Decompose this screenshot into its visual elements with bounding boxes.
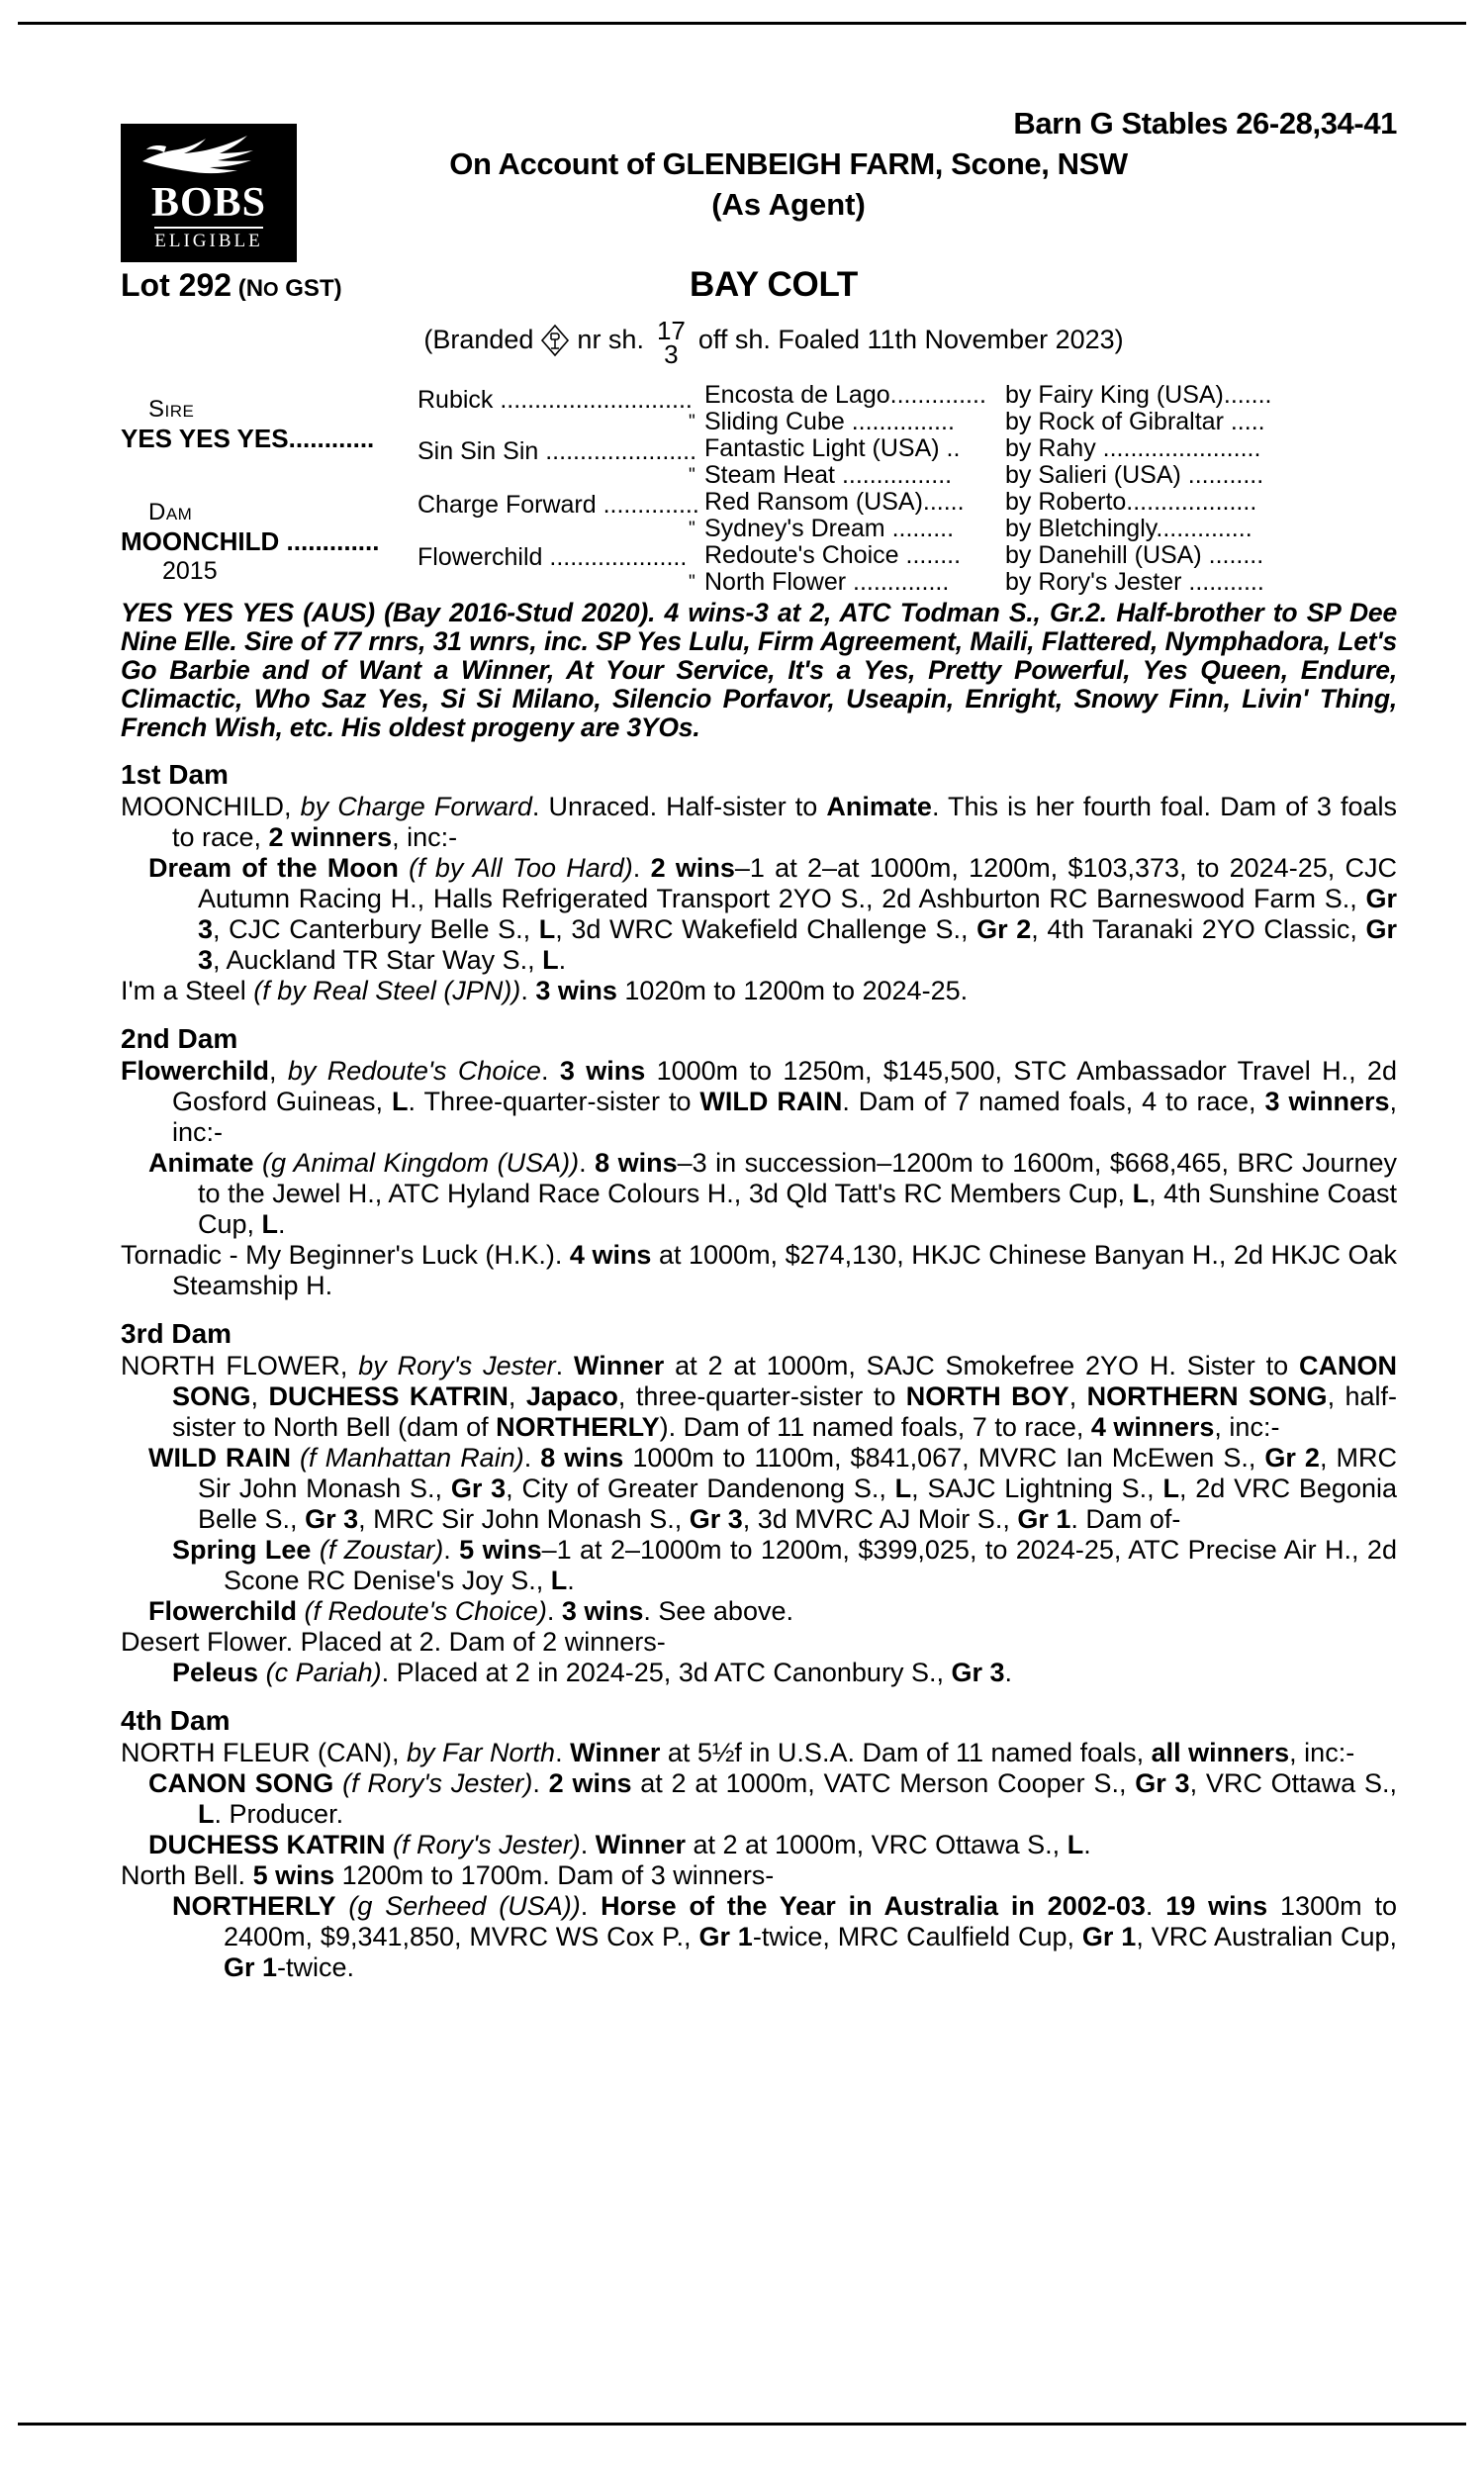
first-dam-relative: Animate — [826, 792, 932, 821]
ditto-mark: " — [689, 465, 696, 486]
sire-summary-paragraph: YES YES YES (AUS) (Bay 2016-Stud 2020). 4 wins-3 at 2, ATC Todman S., Gr.2. Half-brother to SP Dee Nine Elle. Sire of 77 rnrs, 31 wnrs, inc. SP Yes Lulu, Firm Agreement, Maili, Flattered, Nymphadora, Let's Go Barbie and of Want a Winner, At Your Service, It's a Yes, Pretty Powerful, Yes Queen, Endure, Climactic, Who Saz Yes, Si Si Milano, Silencio Porfavor, Useapin, Enright, Snowy Finn, Livin' Thing, French Wish, etc. His oldest progeny are 3YOs. — [121, 598, 1397, 742]
pedigree-gp-4: Flowerchild .................... — [417, 543, 688, 571]
sire-name-text: YES YES YES — [121, 424, 289, 453]
first-dam-text-1: . Unraced. Half-sister to — [531, 792, 827, 821]
ditto-mark — [689, 542, 704, 569]
progeny-sire-paren: (f Redoute's Choice) — [304, 1596, 547, 1626]
pedigree-gp-1: Rubick ............................ — [417, 386, 693, 414]
brand-denominator: 3 — [664, 338, 679, 369]
pedigree-ggp-row — [689, 435, 1397, 462]
progeny-record: . 2 wins–1 at 2–at 1000m, 1200m, $103,373, to 2024-25, CJC Autumn Racing H., Halls Refrigerated Transport 2YO S., 2d Ashburton RC Barneswood Farm S., Gr 3, CJC Canterbury Belle S., L, 3d WRC Wakefield Challenge S., Gr 2, 4th Taranaki 2YO Classic, Gr 3, Auckland TR Star Way S., L. — [198, 853, 1398, 975]
pedigree-ggp-row — [689, 462, 1397, 489]
page-bottom-rule — [18, 2423, 1466, 2426]
lot-number-text: Lot 292 — [121, 267, 232, 303]
ggp-name: Encosta de Lago.............. — [704, 382, 986, 409]
fourth-dam-sire: by Far North — [407, 1738, 556, 1767]
second-dam-heading: 2nd Dam — [121, 1023, 238, 1054]
third-dam-record: . Winner at 2 at 1000m, SAJC Smokefree 2YO H. Sister to CANON SONG, DUCHESS KATRIN, Japaco, three-quarter-sister to NORTH BOY, NORTHERN SONG, half-sister to North Bell (dam of NORTHERLY). Dam of 11 named foals, 7 to race, 4 winners, inc:- — [172, 1351, 1398, 1442]
progeny-record: . 4 wins at 1000m, $274,130, HKJC Chinese Banyan H., 2d HKJC Oak Steamship H. — [172, 1240, 1397, 1300]
progeny-record: . 3 wins. See above. — [546, 1596, 793, 1626]
first-dam-text-3: , inc:- — [392, 822, 458, 852]
progeny-name: NORTHERLY — [172, 1891, 336, 1921]
third-dam-paragraph: NORTH FLOWER, by Rory's Jester. Winner at 2 at 1000m, SAJC Smokefree 2YO H. Sister to CANON SONG, DUCHESS KATRIN, Japaco, three-quarter-sister to NORTH BOY, NORTHERN SONG, half-sister to North Bell (dam of NORTHERLY). Dam of 11 named foals, 7 to race, 4 winners, inc:- — [121, 1351, 1398, 1442]
ggp-sire: by Fairy King (USA)....... — [1005, 382, 1272, 409]
pedigree-column-3 — [689, 382, 1397, 596]
ggp-name: Sydney's Dream ......... — [704, 516, 955, 542]
dam-name-dots: ............. — [279, 526, 380, 556]
pedigree-ggp-row — [689, 409, 1397, 435]
progeny-entry — [121, 1860, 1397, 1891]
sire-name — [121, 424, 374, 454]
sire-heading: Sire — [148, 396, 195, 423]
progeny-name: Animate — [148, 1148, 254, 1178]
dam-year: 2015 — [162, 557, 218, 585]
progeny-record: . 3 wins 1020m to 1200m to 2024-25. — [520, 976, 969, 1005]
ggp-sire: by Danehill (USA) ........ — [1005, 542, 1264, 569]
progeny-entry — [121, 1240, 1397, 1301]
pedigree-dam-group — [121, 499, 379, 586]
progeny-name: Flowerchild — [148, 1596, 298, 1626]
ditto-mark: " — [689, 572, 696, 593]
ggp-sire: by Rahy ....................... — [1005, 435, 1261, 462]
brand-numerator: 17 — [656, 316, 686, 345]
progeny-name: Spring Lee — [172, 1535, 312, 1565]
progeny-name: Desert Flower — [121, 1627, 286, 1657]
progeny-entry — [121, 1658, 1397, 1688]
ggp-name: Sliding Cube ............... — [704, 409, 955, 435]
progeny-record: . Placed at 2. Dam of 2 winners- — [285, 1627, 666, 1657]
second-dam-name: Flowerchild — [121, 1056, 270, 1086]
fourth-dam-paragraph: NORTH FLEUR (CAN), by Far North. Winner at 5½f in U.S.A. Dam of 11 named foals, all winners, inc:- — [121, 1738, 1355, 1767]
progeny-sire-paren: (g Animal Kingdom (USA)) — [262, 1148, 580, 1178]
vendor-account-label: On Account of GLENBEIGH FARM, Scone, NSW — [449, 146, 1128, 181]
progeny-name: North Bell — [121, 1860, 238, 1890]
pedigree-ggp-row — [689, 542, 1397, 569]
progeny-entry — [121, 1768, 1397, 1830]
progeny-sire-paren: (f Rory's Jester) — [342, 1768, 533, 1798]
pedigree-table — [121, 382, 1397, 595]
progeny-entry — [121, 976, 1397, 1006]
ditto-mark — [689, 489, 704, 516]
ditto-mark — [689, 435, 704, 462]
first-dam-heading: 1st Dam — [121, 759, 229, 790]
ditto-mark: " — [689, 519, 696, 539]
page-header — [121, 94, 1397, 267]
pedigree-sire-group — [121, 396, 374, 454]
progeny-entry — [121, 1535, 1397, 1596]
progeny-name: WILD RAIN — [148, 1443, 292, 1473]
as-agent-label: (As Agent) — [711, 187, 866, 222]
bobs-logo-subword: ELIGIBLE — [154, 227, 262, 252]
progeny-entry — [121, 1443, 1397, 1535]
dam-name — [121, 526, 379, 557]
fourth-dam-record: . Winner at 5½f in U.S.A. Dam of 11 named foals, all winners, inc:- — [555, 1738, 1355, 1767]
progeny-name: Dream of the Moon — [148, 853, 399, 883]
ggp-name: Steam Heat ................ — [704, 462, 953, 489]
pedigree-ggp-row — [689, 569, 1397, 596]
progeny-name: Tornadic - My Beginner's Luck (H.K.) — [121, 1240, 555, 1270]
brand-off-side-label: off sh. Foaled 11th November 2023) — [697, 325, 1124, 355]
progeny-entry — [121, 1148, 1397, 1240]
progeny-record: . 5 wins–1 at 2–1000m to 1200m, $399,025, to 2024-25, ATC Precise Air H., 2d Scone RC Denise's Joy S., L. — [224, 1535, 1397, 1595]
progeny-record: . Winner at 2 at 1000m, VRC Ottawa S., L. — [580, 1830, 1091, 1859]
progeny-name: CANON SONG — [148, 1768, 334, 1798]
bobs-logo-word: BOBS — [150, 180, 267, 226]
ggp-name: Red Ransom (USA)...... — [704, 489, 965, 516]
brand-near-side-label: nr sh. — [577, 325, 644, 355]
ggp-name: Redoute's Choice ........ — [704, 542, 962, 569]
page-content — [121, 94, 1397, 1983]
progeny-entry — [121, 1891, 1397, 1983]
first-dam-paragraph: MOONCHILD, by Charge Forward. Unraced. Half-sister to Animate. This is her fourth foal. Dam of 3 foals to race, 2 winners, inc:- — [121, 792, 1397, 852]
progeny-entry — [121, 1627, 1397, 1658]
lot-number-label: Lot 292 (NO GST) — [121, 267, 342, 303]
fourth-dam-name: NORTH FLEUR (CAN) — [121, 1738, 393, 1767]
progeny-sire-paren: (g Serheed (USA)) — [348, 1891, 581, 1921]
progeny-sire-paren: (f Zoustar) — [319, 1535, 444, 1565]
ggp-sire: by Rory's Jester ........... — [1005, 569, 1264, 596]
first-dam-text-2: . This is her fourth foal. Dam of 3 foals to race, — [172, 792, 1397, 852]
ggp-sire: by Rock of Gibraltar ..... — [1005, 409, 1265, 435]
barn-stables-label: Barn G Stables 26-28,34-41 — [1013, 106, 1397, 141]
branding-line — [121, 317, 1397, 372]
progeny-record: . 2 wins at 2 at 1000m, VATC Merson Cooper S., Gr 3, VRC Ottawa S., L. Producer. — [198, 1768, 1397, 1829]
progeny-sire-paren: (f Manhattan Rain) — [300, 1443, 524, 1473]
third-dam-name: NORTH FLOWER — [121, 1351, 340, 1380]
second-dam-paragraph: Flowerchild, by Redoute's Choice. 3 wins 1000m to 1250m, $145,500, STC Ambassador Travel H., 2d Gosford Guineas, L. Three-quarter-sister to WILD RAIN. Dam of 7 named foals, 4 to race, 3 winners, inc:- — [121, 1056, 1397, 1147]
pedigree-gp-2: Sin Sin Sin ...................... — [417, 437, 697, 465]
progeny-sire-paren: (f by Real Steel (JPN)) — [253, 976, 521, 1005]
pedigree-ggp-row — [689, 489, 1397, 516]
progeny-record: . Horse of the Year in Australia in 2002-03. 19 wins 1300m to 2400m, $9,341,850, MVRC WS Cox P., Gr 1-twice, MRC Caulfield Cup, Gr 1, VRC Australian Cup, Gr 1-twice. — [224, 1891, 1398, 1982]
first-dam-name: MOONCHILD — [121, 792, 285, 821]
progeny-entry — [121, 1830, 1397, 1860]
first-dam-sire: by Charge Forward — [300, 792, 532, 821]
ditto-mark: " — [689, 412, 696, 432]
ggp-sire: by Roberto................... — [1005, 489, 1257, 516]
sire-name-dots: ............ — [288, 424, 375, 453]
second-dam-sire: by Redoute's Choice — [287, 1056, 541, 1086]
progeny-record: . Placed at 2 in 2024-25, 3d ATC Canonbury S., Gr 3. — [381, 1658, 1013, 1687]
progeny-record: . 5 wins 1200m to 1700m. Dam of 3 winners- — [237, 1860, 775, 1890]
second-dam-record: . 3 wins 1000m to 1250m, $145,500, STC Ambassador Travel H., 2d Gosford Guineas, L. Three-quarter-sister to WILD RAIN. Dam of 7 named foals, 4 to race, 3 winners, inc:- — [172, 1056, 1397, 1147]
progeny-entry — [121, 1596, 1397, 1627]
progeny-record: . 8 wins–3 in succession–1200m to 1600m, $668,465, BRC Journey to the Jewel H., ATC Hyland Race Colours H., 3d Qld Tatt's RC Members Cup, L, 4th Sunshine Coast Cup, L. — [198, 1148, 1397, 1239]
progeny-record: . 8 wins 1000m to 1100m, $841,067, MVRC Ian McEwen S., Gr 2, MRC Sir John Monash S., Gr 3, City of Greater Dandenong S., L, SAJC Lightning S., L, 2d VRC Begonia Belle S., Gr 3, MRC Sir John Monash S., Gr 3, 3d MVRC AJ Moir S., Gr 1. Dam of- — [198, 1443, 1397, 1534]
pedigree-gp-3: Charge Forward .............. — [417, 491, 699, 519]
progeny-entry — [121, 853, 1397, 976]
brand-number-fraction — [656, 316, 686, 369]
third-dam-heading: 3rd Dam — [121, 1318, 232, 1349]
third-dam-sire: by Rory's Jester — [358, 1351, 556, 1380]
dam-name-text: MOONCHILD — [121, 526, 280, 556]
page-title: BAY COLT — [689, 265, 859, 304]
progeny-name: DUCHESS KATRIN — [148, 1830, 386, 1859]
fourth-dam-heading: 4th Dam — [121, 1705, 231, 1736]
lot-title-row — [121, 267, 1397, 317]
ditto-mark — [689, 382, 704, 409]
progeny-sire-paren: (c Pariah) — [265, 1658, 382, 1687]
page-top-rule — [18, 22, 1466, 25]
pedigree-ggp-row — [689, 382, 1397, 409]
progeny-name: Peleus — [172, 1658, 259, 1687]
ggp-sire: by Salieri (USA) ........... — [1005, 462, 1264, 489]
ggp-name: North Flower .............. — [704, 569, 950, 596]
dam-heading: Dam — [148, 499, 193, 525]
brand-prefix-label: (Branded — [423, 325, 534, 355]
progeny-name: I'm a Steel — [121, 976, 246, 1005]
diamond-brand-icon — [540, 324, 570, 357]
first-dam-winners-count: 2 winners — [268, 822, 393, 852]
progeny-sire-paren: (f Rory's Jester) — [393, 1830, 581, 1859]
progeny-sire-paren: (f by All Too Hard) — [409, 853, 633, 883]
ggp-sire: by Bletchingly.............. — [1005, 516, 1252, 542]
ggp-name: Fantastic Light (USA) .. — [704, 435, 961, 462]
pedigree-ggp-row — [689, 516, 1397, 542]
